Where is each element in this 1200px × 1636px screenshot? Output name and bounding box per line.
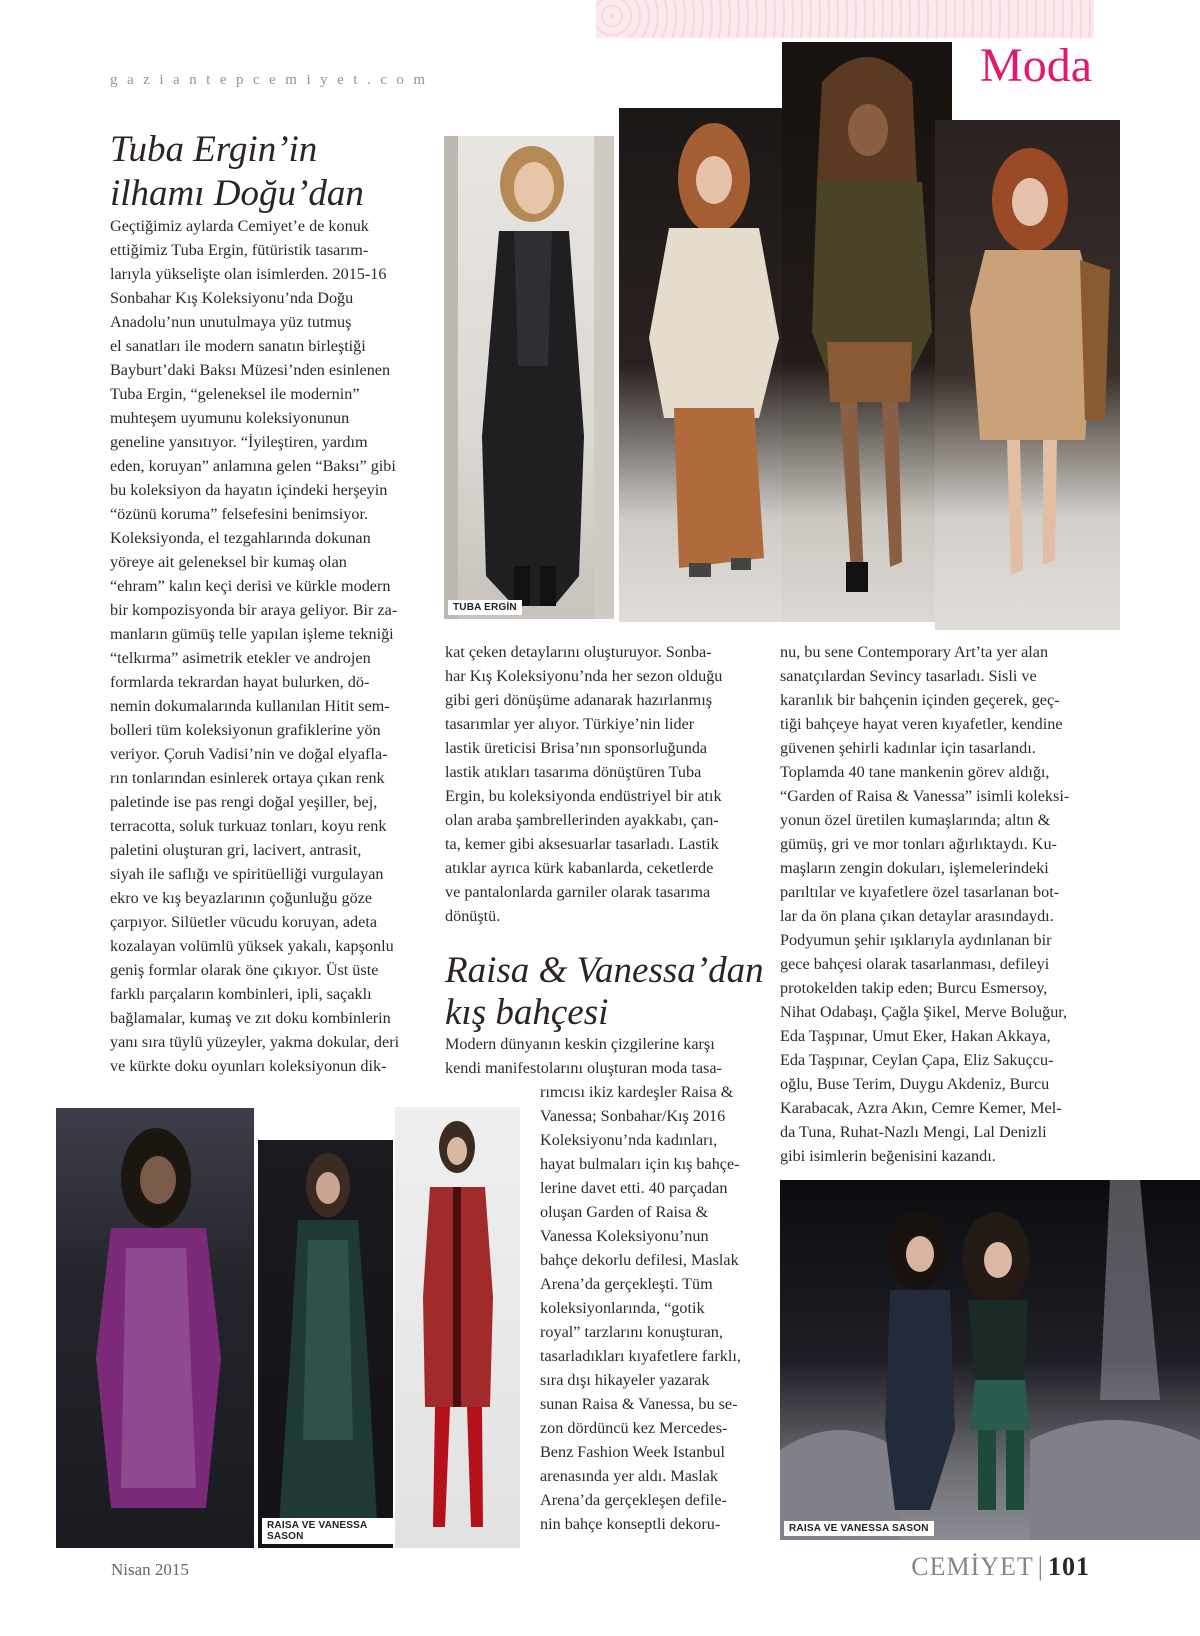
section-title: Moda — [980, 39, 1092, 92]
article-column-3: rımcısı ikiz kardeşler Raisa & Vanessa; Sonbahar/Kış 2016 Koleksiyonu’nda kadınları, hayat bulmaları için kış bahçe- lerine davet etti. 40 parçadan oluşan Garden of Raisa & Vanessa Koleksiyonu’nun bahçe dekorlu defilesi, Maslak Arena’da gerçekleşti. Tüm koleksiyonlarında, “gotik royal” tarzlarını konuşturan, tasarladıkları kıyafetlere farklı, sıra dışı hikayeler yazarak sunan Raisa & Vanessa, bu se- zon dördüncü kez Mercedes- Benz Fashion Week Istanbul arenasında yer aldı. Maslak Arena’da gerçekleşen defile- nin bahçe konseptli dekoru- — [540, 1083, 741, 1533]
photo-runway-2 — [782, 42, 952, 622]
photo-raisa-look-2 — [258, 1140, 393, 1548]
sason-sisters-figures — [780, 1180, 1200, 1540]
photo-caption-tuba: TUBA ERGİN — [448, 600, 522, 615]
footer-divider: | — [1037, 1552, 1044, 1581]
article-column-4: nu, bu sene Contemporary Art’ta yer alan sanatçılardan Sevincy tasarladı. Sisli ve karanlık bir bahçenin içinden geçerek, geç- tiği bahçeye hayat veren kıyafetler, kendine güvenen şehirli kadınlar için tasarlandı. Toplamda 40 tane mankenin görev aldığı, “Garden of Raisa & Vanessa” isimli koleksi- yonun özel üretilen kumaşlarında; altın & gümüş, gri ve mor tonları ağırlıktaydı. Ku- maşların zengin dokuları, işlemelerindeki parıltılar ve kıyafetlere özel tasarlanan bot- lar da ön plana çıkan detaylar arasındaydı. Podyumun şehir ışıklarıyla aydınlanan bir gece bahçesi olarak tasarlanması, defileyi protokelden takip eden; Burcu Esmersoy, Nihat Odabaşı, Çağla Şikel, Merve Boluğur, Eda Taşpınar, Umut Eker, Hakan Akkaya, Eda Taşpınar, Ceylan Çapa, Eliz Sakuçcu- oğlu, Buse Terim, Duygu Akdeniz, Burcu Karabacak, Azra Akın, Cemre Kemer, Mel- da Tuna, Ruhat-Nazlı Mengi, Lal Denizli gibi isimlerin beğenisini kazandı. — [780, 643, 1070, 1165]
header-pattern — [596, 0, 1094, 38]
raisa-model-2 — [258, 1140, 393, 1548]
portrait-figure — [444, 136, 614, 619]
photo-raisa-look-1 — [56, 1108, 254, 1548]
runway-model-1 — [619, 108, 799, 622]
article-column-1: Geçtiğimiz aylarda Cemiyet’e de konuk ettiğimiz Tuba Ergin, fütüristik tasarım- larıyla yükselişte olan isimlerden. 2015-16 Sonbahar Kış Koleksiyonu’nda Doğu Anadolu’nun unutulmaya yüz tutmuş el sanatları ile modern sanatın birleştiği Bayburt’daki Baksı Müzesi’nden esinlenen Tuba Ergin, “geleneksel ile modernin” muhteşem uyumunu koleksiyonunun geneline yansıtıyor. “İyileştiren, yardım eden, koruyan” anlamına gelen “Baksı” gibi bu koleksiyon da hayatın içindeki herşeyin “özünü koruma” felsefesini benimsiyor. Koleksiyonda, el tezgahlarında dokunan yöreye ait geleneksel bir kumaş olan “ehram” kalın keçi derisi ve kürkle modern bir kompozisyonda bir araya geliyor. Bir za- manların gümüş telle yapılan işleme tekniği “telkırma” asimetrik etekler ve androjen formlarda tekrardan hayat bulurken, dö- nemin dokumalarında kullanılan Hitit sem- bolleri tüm koleksiyonun grafiklerine yön veriyor. Çoruh Vadisi’nin ve doğal elyafla- rın tonlarından esinlerek ortaya çıkan renk paletinde ise pas rengi doğal yeşiller, bej, terracotta, soluk turkuaz tonları, koyu renk paletini oluşturan gri, lacivert, antrasit, siyah ile saflığı ve spiritüelliği vurgulayan ekro ve kış beyazlarının çoğunluğu göze çarpıyor. Silüetler vücudu koruyan, adeta kozalayan volümlü yüksek yakalı, kapşonlu geniş formlar olarak öne çıkıyor. Üst üste farklı parçaların kombinleri, ipli, saçaklı bağlamalar, kumaş ve zıt doku kombinlerin yanı sıra tüylü yüzeyler, yakma dokular, deri ve kürkte doku oyunları koleksiyonun dik- — [110, 217, 400, 1075]
site-url: gaziantepcemiyet.com — [110, 72, 435, 88]
footer-page-number: 101 — [1048, 1552, 1090, 1581]
runway-model-2 — [782, 42, 952, 622]
photo-runway-3 — [935, 120, 1120, 630]
article-title-tuba: Tuba Ergin’in ilhamı Doğu’dan — [110, 129, 364, 214]
article-intro: Modern dünyanın keskin çizgilerine karşı kendi manifestolarını oluşturan moda tasa- — [445, 1035, 722, 1077]
photo-caption-raisa-1: RAISA VE VANESSA SASON — [262, 1518, 393, 1544]
runway-model-3 — [935, 120, 1120, 630]
footer-brand — [911, 1552, 1090, 1582]
raisa-model-1 — [56, 1108, 254, 1548]
photo-caption-raisa-2: RAISA VE VANESSA SASON — [784, 1521, 934, 1536]
raisa-model-3 — [395, 1107, 520, 1548]
article-title-raisa: Raisa & Vanessa’dan kış bahçesi — [445, 950, 764, 1033]
footer-date: Nisan 2015 — [111, 1560, 189, 1579]
photo-tuba-ergin — [444, 136, 614, 619]
article-column-2: kat çeken detaylarını oluşturuyor. Sonba- har Kış Koleksiyonu’nda her sezon olduğu gibi geri dönüşüme adanarak hazırlanmış tasarımlar yer alıyor. Türkiye’nin lider lastik üreticisi Brisa’nın sponsorluğunda lastik atıkları tasarıma dönüştüren Tuba Ergin, bu koleksiyonda endüstriyel bir atık olan araba şambrellerinden ayakkabı, çan- ta, kemer gibi aksesuarlar tasarladı. Lastik atıklar ayrıca kürk kabanlarda, ceketlerde ve pantalonlarda garniler olarak tasarıma dönüştü. — [445, 643, 723, 925]
footer-magazine-name: CEMİYET — [911, 1552, 1034, 1581]
photo-raisa-vanessa-sason — [780, 1180, 1200, 1540]
photo-runway-1 — [619, 108, 799, 622]
photo-raisa-look-3 — [395, 1107, 520, 1548]
